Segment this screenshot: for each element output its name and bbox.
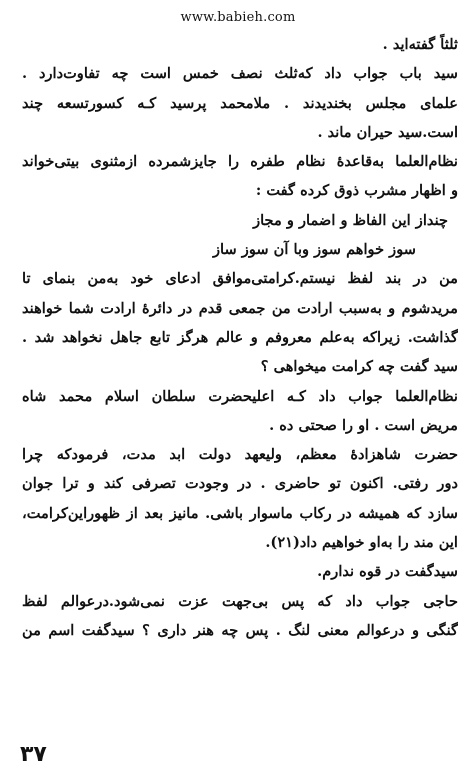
verse-line: سوز خواهم سوز وبا آن سوز ساز	[212, 241, 416, 259]
verse-line: چنداز این الفاظ و اضمار و مجاز	[253, 211, 448, 229]
text-line: سید باب جواب داد که‌ثلث نصف خمس است چه تفاوت‌دارد .	[22, 65, 458, 83]
text-line: سیدگفت در قوه ندارم.	[317, 563, 458, 581]
text-line: نظام‌العلما به‌قاعدهٔ نظام طفره را جایزشمرده ازمثنوی بیتی‌خواند	[22, 153, 458, 171]
text-line: حاجی جواب داد که پس بی‌جهت عزت نمی‌شود.درعوالم لفظ	[22, 592, 458, 610]
text-line: مریدشوم و به‌سبب ارادت من جمعی قدم در دائرهٔ ارادت شما خواهند	[22, 299, 458, 317]
body-text	[22, 30, 458, 645]
text-line: این مند را به‌او خواهیم داد(۲۱).	[265, 534, 458, 552]
text-line: من در بند لفظ نیستم.کرامتی‌موافق ادعای خود به‌من بنمای تا	[22, 270, 458, 288]
text-line: حضرت شاهزادهٔ معظم، ولیعهد دولت ابد مدت، فرمودکه چرا	[22, 446, 458, 464]
text-line: سید گفت چه کرامت میخواهی ؟	[260, 358, 458, 376]
text-line: سازد که همیشه در رکاب ماسوار باشی. مانیز بعد از ظهوراین‌کرامت،	[22, 504, 458, 522]
text-line: ثلثاً گفته‌اید .	[382, 36, 458, 53]
text-line: علمای مجلس بخندیدند . ملامحمد پرسید کـه کسورتسعه چند	[22, 94, 458, 112]
text-line: و اظهار مشرب ذوق کرده گفت :	[255, 182, 458, 200]
text-line: دور رفتی. اکنون تو حاضری . در وجودت تصرفی کند و ترا جوان	[22, 475, 458, 493]
text-line: است.سید حیران ماند .	[317, 123, 458, 141]
header-url: www.babieh.com	[180, 10, 296, 25]
text-line: گنگی و درعوالم معنی لنگ . پس چه هنر داری ؟ سیدگفت اسم من	[22, 621, 458, 639]
text-line: گذاشت. زیراکه به‌علم معروفم و عالم هرگز تابع جاهل نخواهد شد .	[22, 328, 458, 346]
page-number: ۳۷	[20, 742, 47, 767]
text-line: مریض است . او را صحتی ده .	[269, 416, 458, 434]
text-line: نظام‌العلما جواب داد کـه اعلیحضرت سلطان اسلام محمد شاه	[22, 387, 458, 405]
